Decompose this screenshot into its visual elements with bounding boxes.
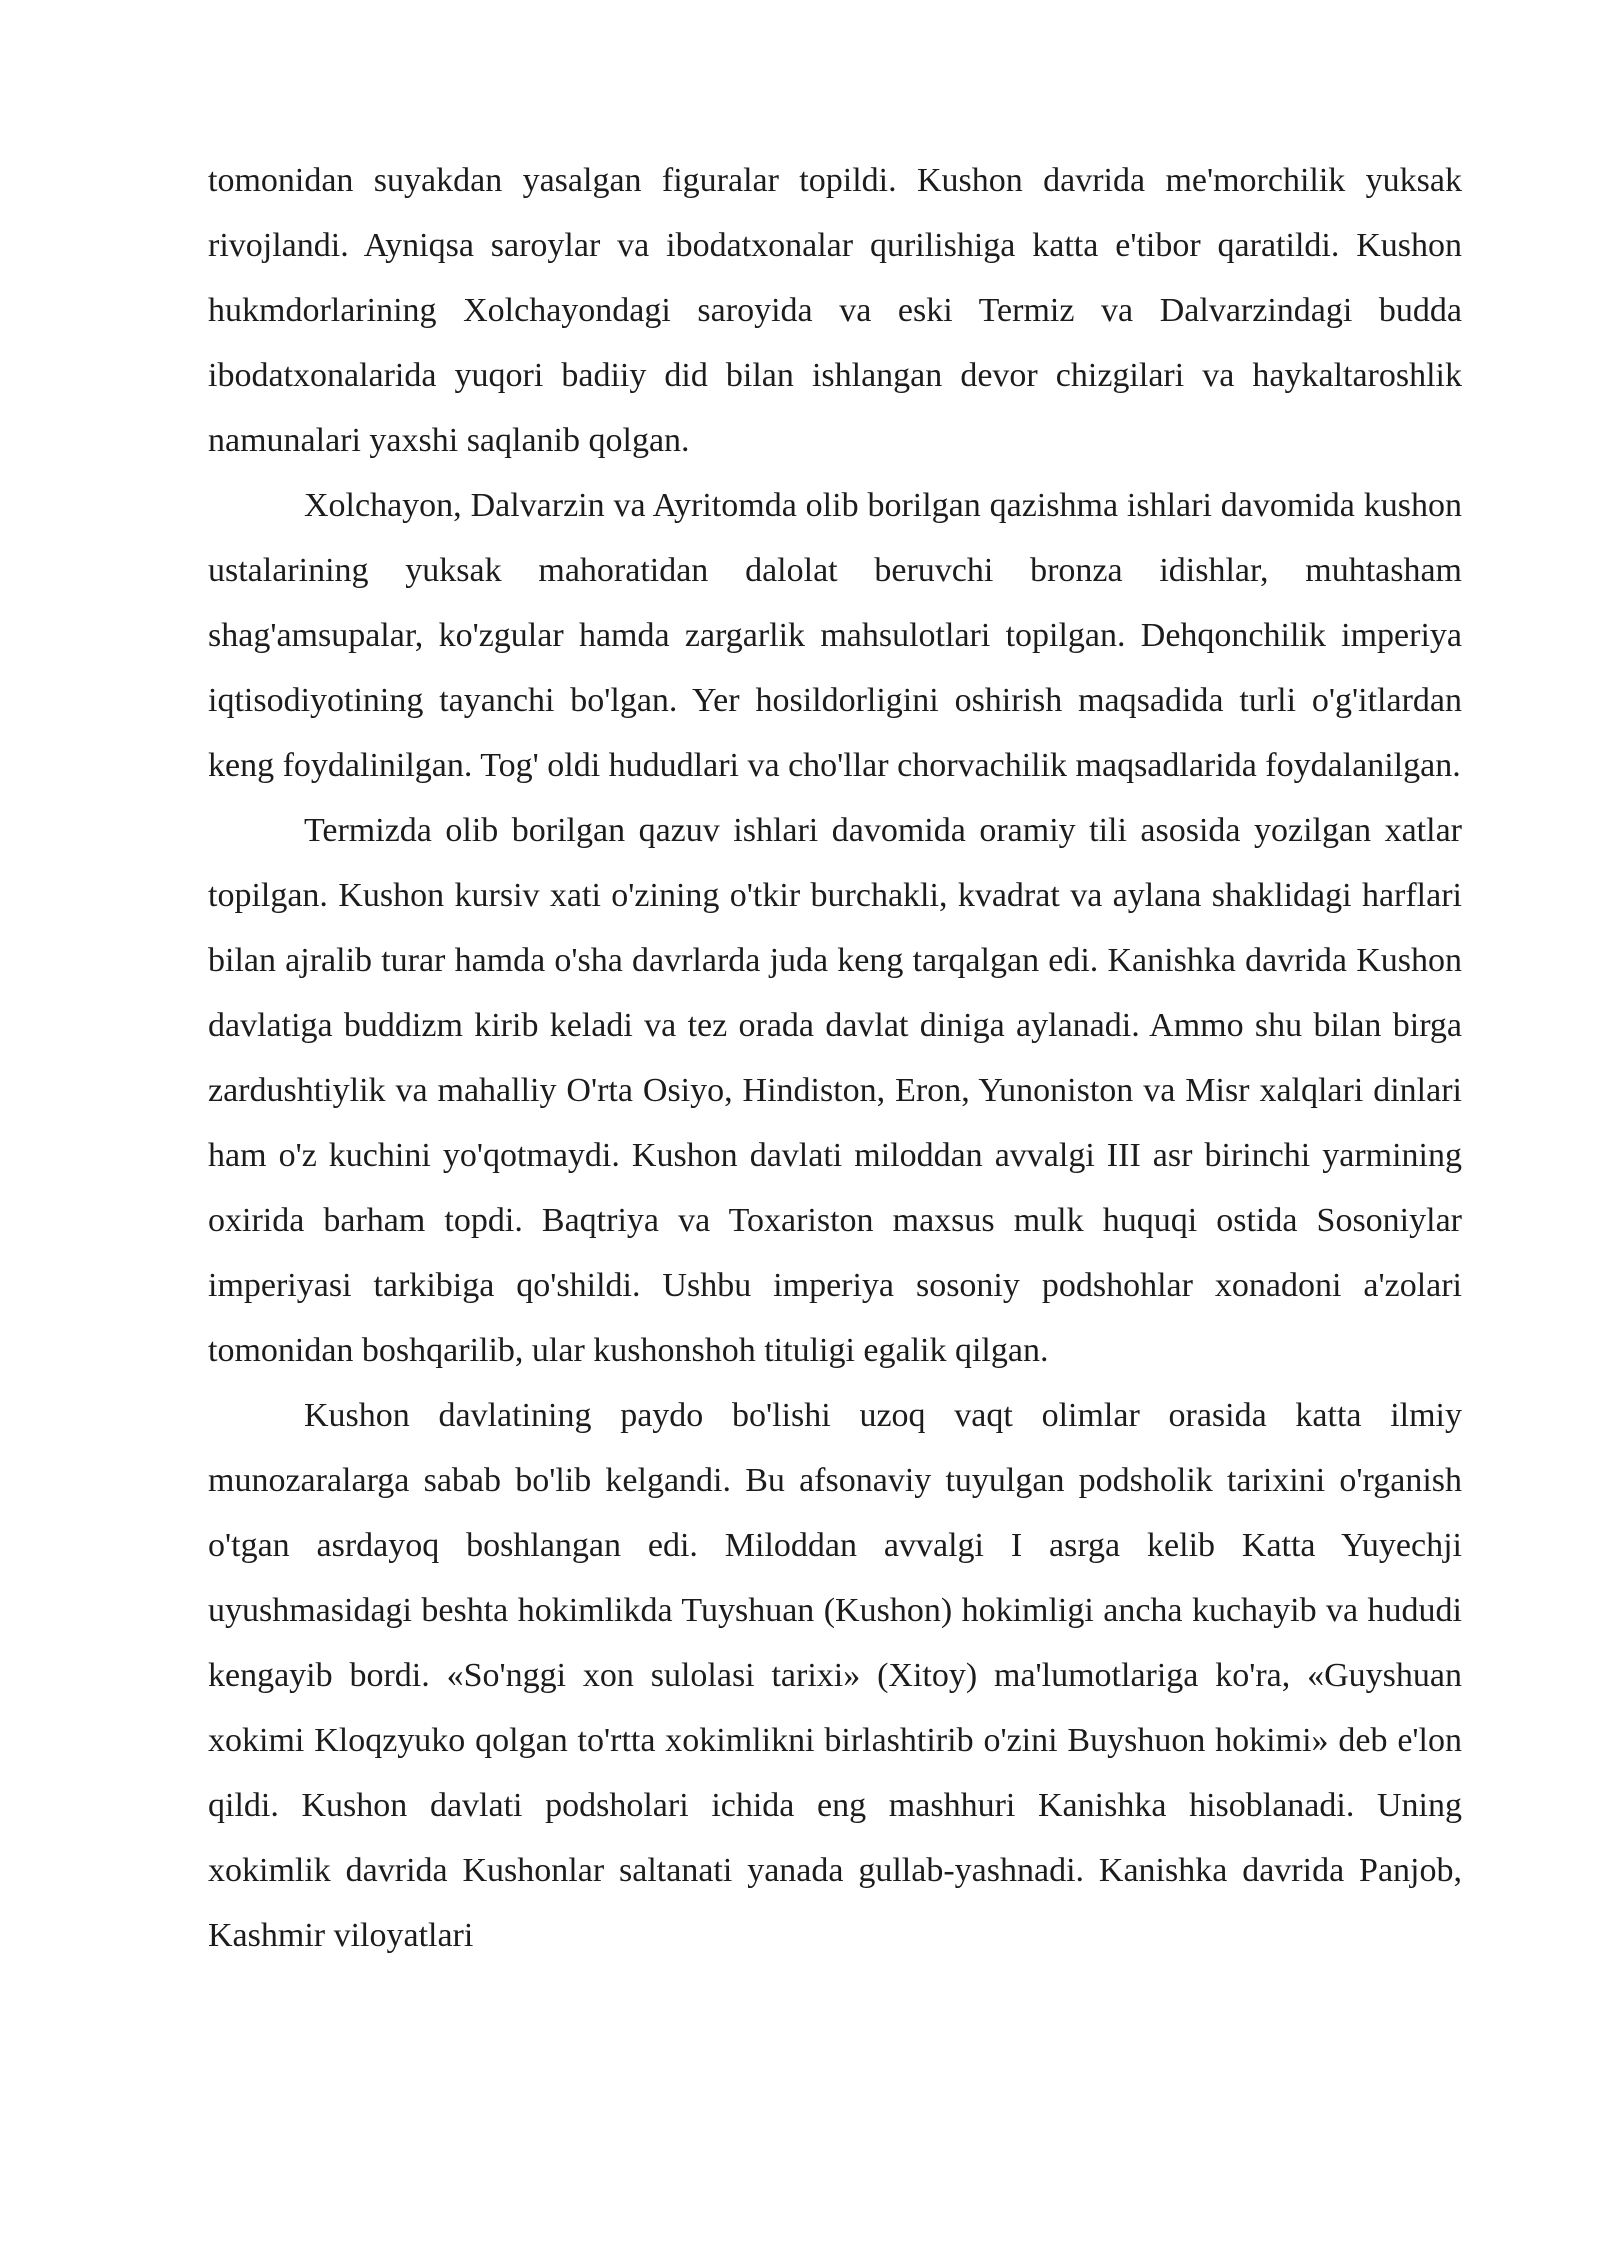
paragraph-excavations: Xolchayon, Dalvarzin va Ayritomda olib borilgan qazishma ishlari davomida kushon ustalarining yuksak mahoratidan dalolat beruvchi bronza idishlar, muhtasham shag'amsupalar, ko'zgular hamda zargarlik mahsulotlari topilgan. Dehqonchilik imperiya iqtisodiyotining tayanchi bo'lgan. Yer hosildorligini oshirish maqsadida turli o'g'itlardan keng foydalinilgan. Tog' oldi hududlari va cho'llar chorvachilik maqsadlarida foydalanilgan. <box>208 487 1462 784</box>
document-page <box>208 148 1462 1968</box>
paragraph-state-origin: Kushon davlatining paydo bo'lishi uzoq vaqt olimlar orasida katta ilmiy munozaralarga sabab bo'lib kelgandi. Bu afsonaviy tuyulgan podsholik tarixini o'rganish o'tgan asrdayoq boshlangan edi. Miloddan avvalgi I asrga kelib Katta Yuyechji uyushmasidagi beshta hokimlikda Tuyshuan (Kushon) hokimligi ancha kuchayib va hududi kengayib bordi. «So'nggi xon sulolasi tarixi» (Xitoy) ma'lumotlariga ko'ra, «Guyshuan xokimi Kloqzyuko qolgan to'rtta xokimlikni birlashtirib o'zini Buyshuon hokimi» deb e'lon qildi. Kushon davlati podsholari ichida eng mashhuri Kanishka hisoblanadi. Uning xokimlik davrida Kushonlar saltanati yanada gullab-yashnadi. Kanishka davrida Panjob, Kashmir viloyatlari <box>208 1397 1462 1954</box>
paragraph-continuation: tomonidan suyakdan yasalgan figuralar topildi. Kushon davrida me'morchilik yuksak rivojlandi. Ayniqsa saroylar va ibodatxonalar qurilishiga katta e'tibor qaratildi. Kushon hukmdorlarining Xolchayondagi saroyida va eski Termiz va Dalvarzindagi budda ibodatxonalarida yuqori badiiy did bilan ishlangan devor chizgilari va haykaltaroshlik namunalari yaxshi saqlanib qolgan. <box>208 162 1462 459</box>
paragraph-writing-religion: Termizda olib borilgan qazuv ishlari davomida oramiy tili asosida yozilgan xatlar topilgan. Kushon kursiv xati o'zining o'tkir burchakli, kvadrat va aylana shaklidagi harflari bilan ajralib turar hamda o'sha davrlarda juda keng tarqalgan edi. Kanishka davrida Kushon davlatiga buddizm kirib keladi va tez orada davlat diniga aylanadi. Ammo shu bilan birga zardushtiylik va mahalliy O'rta Osiyo, Hindiston, Eron, Yunoniston va Misr xalqlari dinlari ham o'z kuchini yo'qotmaydi. Kushon davlati miloddan avvalgi III asr birinchi yarmining oxirida barham topdi. Baqtriya va Toxariston maxsus mulk huquqi ostida Sosoniylar imperiyasi tarkibiga qo'shildi. Ushbu imperiya sosoniy podshohlar xonadoni a'zolari tomonidan boshqarilib, ular kushonshoh tituligi egalik qilgan. <box>208 812 1462 1369</box>
